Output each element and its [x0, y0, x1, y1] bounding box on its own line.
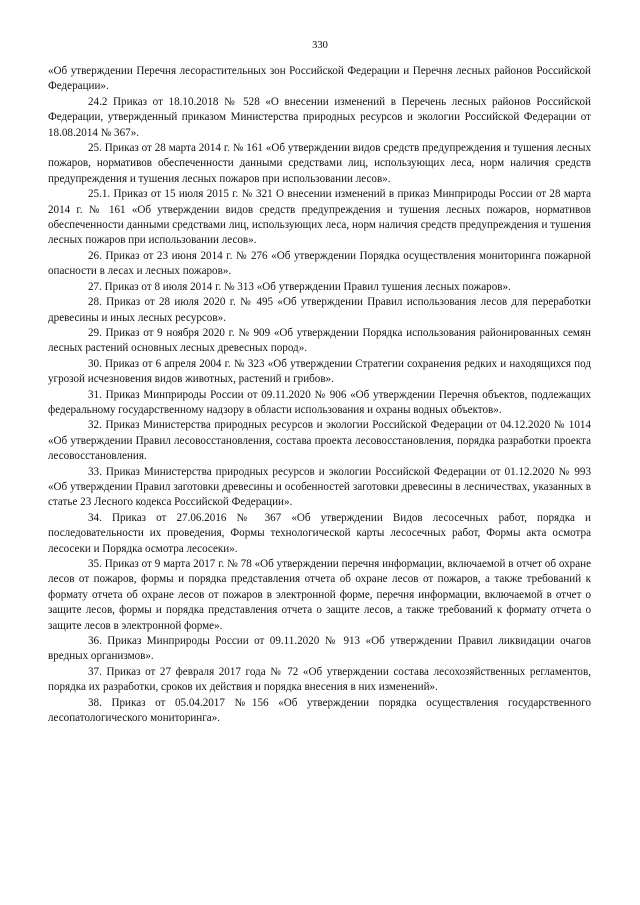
- list-item-35: 35. Приказ от 9 марта 2017 г. № 78 «Об утверждении перечня информации, включаемой в отчет об охране лесов от пожаров, формы и порядка представления отчета об охране лесов от пожаров, а также требований к формату отчета об охране лесов от пожаров в электронной форме, перечня информации, включаемой в отчет о защите лесов, формы и порядка представления отчета о защите лесов, а также требований к формату отчета о защите лесов в электронной форме».: [48, 558, 591, 632]
- list-item-33: 33. Приказ Министерства природных ресурсов и экологии Российской Федерации от 01.12.2020 № 993 «Об утверждении Правил заготовки древесины и особенностей заготовки древесины в лесничествах, указанных в статье 23 Лесного кодекса Российской Федерации».: [48, 465, 591, 509]
- list-item-25-1: 25.1. Приказ от 15 июля 2015 г. № 321 О внесении изменений в приказ Минприроды России от 28 марта 2014 г. № 161 «Об утверждении видов средств предупреждения и тушения лесных пожаров, нормативов обеспеченности данными средствами лиц, использующих леса, норм наличия средств предупреждения и тушения лесных пожаров при использовании лесов».: [48, 188, 591, 247]
- list-item-24-2: 24.2 Приказ от 18.10.2018 № 528 «О внесении изменений в Перечень лесных районов Российской Федерации, утвержденный приказом Министерства природных ресурсов и экологии Российской Федерации от 18.08.2014 № 367».: [48, 95, 591, 139]
- document-body: [48, 64, 591, 726]
- list-item-25: 25. Приказ от 28 марта 2014 г. № 161 «Об утверждении видов средств предупреждения и тушения лесных пожаров, нормативов обеспеченности данными средствами лиц, использующих леса, норм наличия средств предупреждения и тушения лесных пожаров при использовании лесов».: [48, 142, 591, 185]
- list-item-27: 27. Приказ от 8 июля 2014 г. № 313 «Об утверждении Правил тушения лесных пожаров».: [88, 280, 511, 293]
- list-item-29: 29. Приказ от 9 ноября 2020 г. № 909 «Об утверждении Порядка использования районированных семян лесных растений основных лесных древесных пород».: [48, 326, 591, 355]
- list-item-28: 28. Приказ от 28 июля 2020 г. № 495 «Об утверждении Правил использования лесов для переработки древесины и иных лесных ресурсов».: [48, 296, 591, 324]
- list-item-30: 30. Приказ от 6 апреля 2004 г. № 323 «Об утверждении Стратегии сохранения редких и находящихся под угрозой исчезновения видов животных, растений и грибов».: [48, 357, 591, 386]
- list-item-32: 32. Приказ Министерства природных ресурсов и экологии Российской Федерации от 04.12.2020 № 1014 «Об утверждении Правил лесовосстановления, состава проекта лесовосстановления, порядка разработки проекта лесовосстановления.: [48, 419, 591, 463]
- list-item-26: 26. Приказ от 23 июня 2014 г. № 276 «Об утверждении Порядка осуществления мониторинга пожарной опасности в лесах и лесных пожаров».: [48, 249, 591, 278]
- list-item-36: 36. Приказ Минприроды России от 09.11.2020 № 913 «Об утверждении Правил ликвидации очагов вредных организмов».: [48, 635, 591, 663]
- page-number: 330: [312, 40, 328, 51]
- paragraph-continuation: «Об утверждении Перечня лесорастительных зон Российской Федерации и Перечня лесных районов Российской Федерации».: [48, 65, 591, 93]
- list-item-38: 38. Приказ от 05.04.2017 №156 «Об утверждении порядка осуществления государственного лесопатологического мониторинга».: [48, 696, 591, 725]
- list-item-34: 34. Приказ от 27.06.2016 № 367 «Об утверждении Видов лесосечных работ, порядка и последовательности их проведения, Формы технологической карты лесосечных работ, Формы акта осмотра лесосеки и Порядка осмотра лесосеки».: [48, 511, 591, 555]
- list-item-31: 31. Приказ Минприроды России от 09.11.2020 № 906 «Об утверждении Перечня объектов, подлежащих федеральному государственному надзору в области использования и охраны водных объектов».: [48, 388, 591, 416]
- list-item-37: 37. Приказ от 27 февраля 2017 года № 72 «Об утверждении состава лесохозяйственных регламентов, порядка их разработки, сроков их действия и порядка внесения в них изменений».: [48, 665, 591, 694]
